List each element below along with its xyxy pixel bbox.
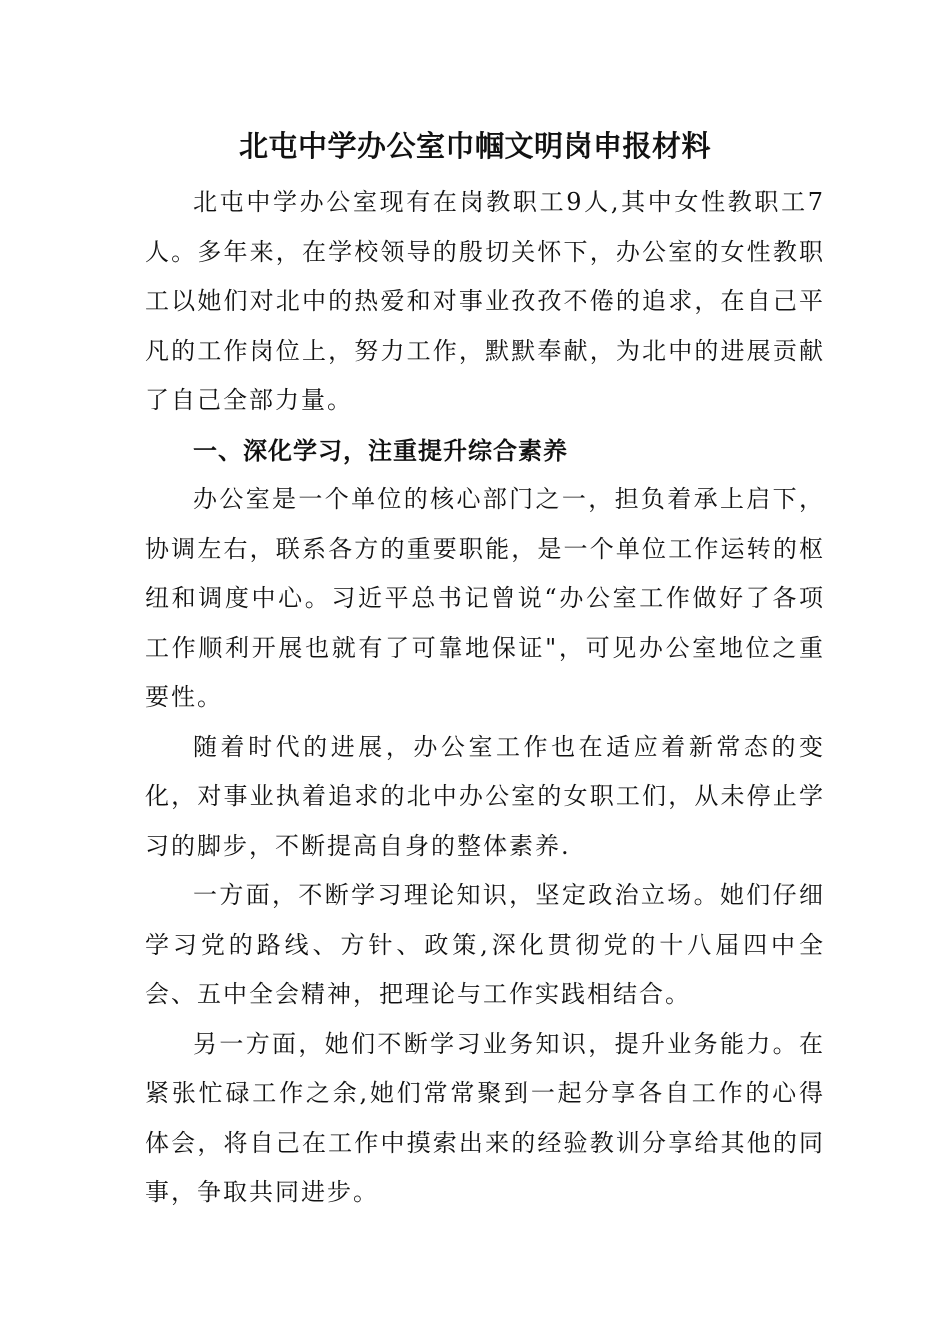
- paragraph-intro: 北屯中学办公室现有在岗教职工9人,其中女性教职工7人。多年来，在学校领导的殷切关怀下，办公室的女性教职工以她们对北中的热爱和对事业孜孜不倦的追求，在自己平凡的工作岗位上，努力工作，默默奉献，为北中的进展贡献了自己全部力量。: [145, 188, 825, 414]
- document-title: 北屯中学办公室巾帼文明岗申报材料: [238, 129, 711, 163]
- section-heading-1: 一、深化学习，注重提升综合素养: [193, 435, 568, 465]
- paragraph-new-normal: 随着时代的进展，办公室工作也在适应着新常态的变化，对事业执着追求的北中办公室的女职工们，从未停止学习的脚步，不断提高自身的整体素养.: [145, 732, 825, 860]
- paragraph-office-role: 办公室是一个单位的核心部门之一，担负着承上启下，协调左右，联系各方的重要职能，是一个单位工作运转的枢纽和调度中心。习近平总书记曾说“办公室工作做好了各项工作顺利开展也就有了可靠地保证"，可见办公室地位之重要性。: [145, 485, 825, 711]
- document-body: [145, 178, 825, 1218]
- paragraph-business-study: 另一方面，她们不断学习业务知识，提升业务能力。在紧张忙碌工作之余,她们常常聚到一起分享各自工作的心得体会，将自己在工作中摸索出来的经验教训分享给其他的同事，争取共同进步。: [145, 1029, 825, 1206]
- paragraph-theory-study: 一方面，不断学习理论知识，坚定政治立场。她们仔细学习党的路线、方针、政策,深化贯彻党的十八届四中全会、五中全会精神，把理论与工作实践相结合。: [145, 881, 825, 1008]
